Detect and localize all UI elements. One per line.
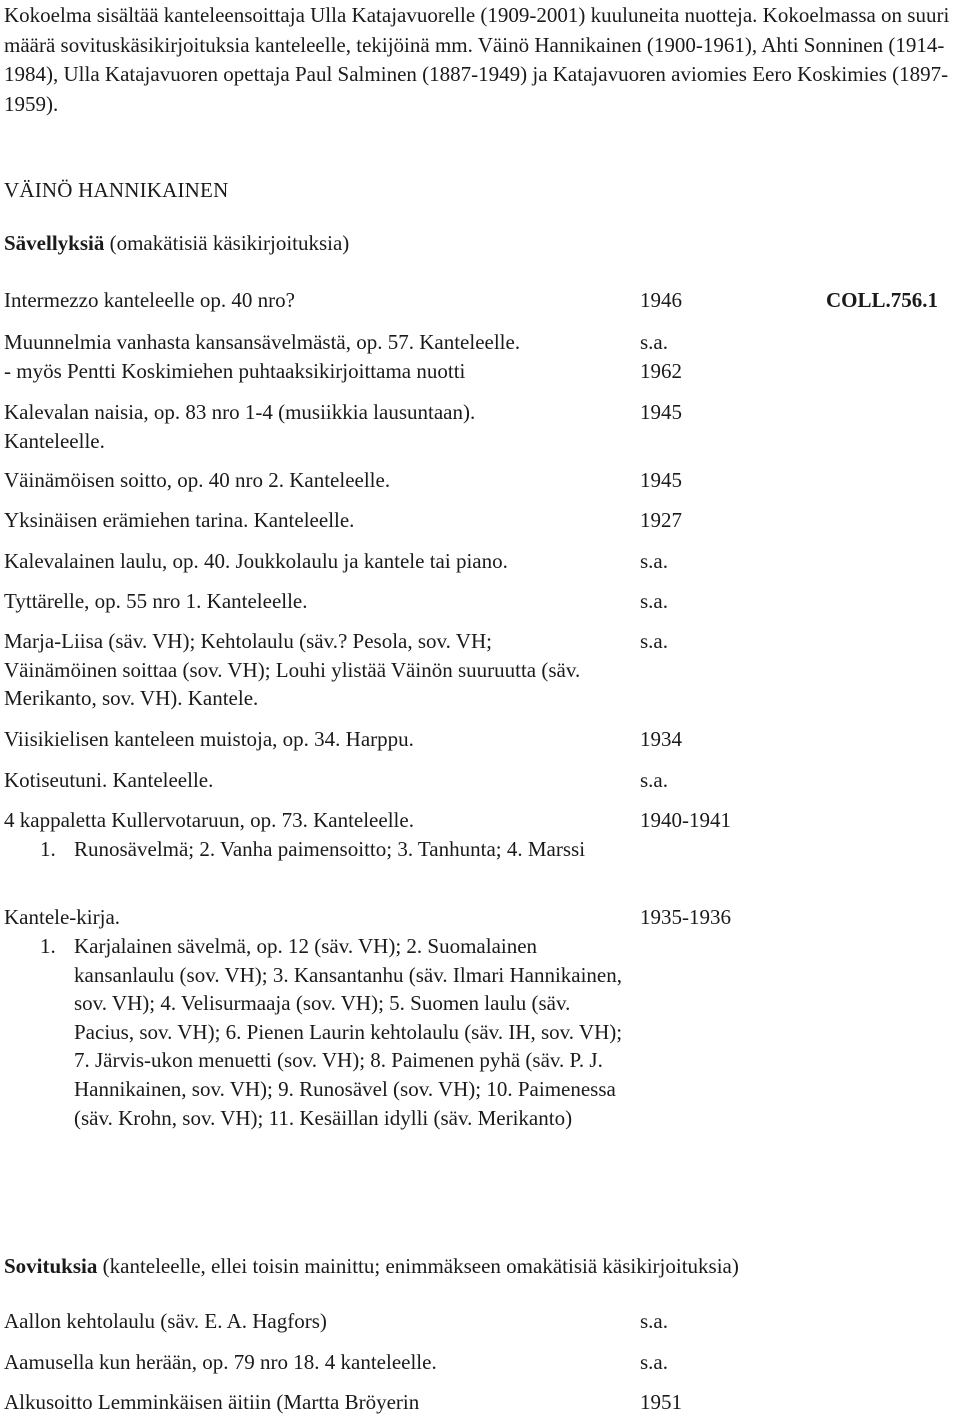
entry-year: s.a. xyxy=(640,1350,668,1374)
compositions-label: Sävellyksiä xyxy=(4,231,105,255)
entry-year: 1951 xyxy=(640,1390,682,1414)
entry-year: s.a. xyxy=(640,589,668,613)
entry-year: 1946 xyxy=(640,288,682,312)
entry-title: Viisikielisen kanteleen muistoja, op. 34. Harppu. xyxy=(4,727,414,751)
list-text: Runosävelmä; 2. Vanha paimensoitto; 3. Tanhunta; 4. Marssi xyxy=(74,837,586,861)
entry-title: 4 kappaletta Kullervotaruun, op. 73. Kanteleelle. xyxy=(4,808,414,832)
entry-year: 1945 xyxy=(640,400,682,424)
entry-year: s.a. xyxy=(640,549,668,573)
arrangements-label-note: (kanteleelle, ellei toisin mainittu; enimmäkseen omakätisiä käsikirjoituksia) xyxy=(97,1254,739,1278)
entry-year: s.a. xyxy=(640,629,668,653)
entry-title: Muunnelmia vanhasta kansansävelmästä, op. 57. Kanteleelle. xyxy=(4,330,521,354)
compositions-heading xyxy=(4,231,349,256)
entry-year: 1940-1941 xyxy=(640,808,731,832)
entry-year: 1935-1936 xyxy=(640,905,731,929)
intro-paragraph: Kokoelma sisältää kanteleensoittaja Ulla Katajavuorelle (1909-2001) kuuluneita nuotteja. Kokoelmassa on suuri määrä sovituskäsikirjoituksia kanteleelle, tekijöinä mm. Väinö Hannikainen (1900-1961), Ahti Sonninen (1914-1984), Ulla Katajavuoren opettaja Paul Salminen (1887-1949) ja Katajavuoren aviomies Eero Koskimies (1897-1959). xyxy=(4,3,950,116)
entry-year: s.a. xyxy=(640,330,668,354)
entry-year: 1945 xyxy=(640,468,682,492)
kantele-kirja-track-list xyxy=(40,932,640,1132)
entry-title: Tyttärelle, op. 55 nro 1. Kanteleelle. xyxy=(4,589,308,613)
entry-title: Kantele-kirja. xyxy=(4,905,121,929)
arrangements-label: Sovituksia xyxy=(4,1254,98,1278)
collection-code: COLL.756.1 xyxy=(826,288,939,312)
entry-title: Aamusella kun herään, op. 79 nro 18. 4 kanteleelle. xyxy=(4,1350,437,1374)
list-text: Karjalainen sävelmä, op. 12 (säv. VH); 2. Suomalainen kansanlaulu (sov. VH); 3. Kansantanhu (säv. Ilmari Hannikainen, sov. VH); 4. Velisurmaaja (sov. VH); 5. Suomen laulu (säv. Pacius, sov. VH); 6. Pienen Laurin kehtolaulu (säv. IH, sov. VH); 7. Järvis-ukon menuetti (sov. VH); 8. Paimenen pyhä (säv. P. J. Hannikainen, sov. VH); 9. Runosävel (sov. VH); 10. Paimenessa (säv. Krohn, sov. VH); 11. Kesäillan idylli (säv. Merikanto) xyxy=(74,934,623,1130)
list-number: 1. xyxy=(40,837,56,861)
compositions-label-note: (omakätisiä käsikirjoituksia) xyxy=(104,231,350,255)
entry-title: Väinämöisen soitto, op. 40 nro 2. Kanteleelle. xyxy=(4,468,391,492)
entry-year: 1962 xyxy=(640,359,682,383)
list-number: 1. xyxy=(40,934,56,958)
entry-year: s.a. xyxy=(640,1309,668,1333)
entry-title: Marja-Liisa (säv. VH); Kehtolaulu (säv.? Pesola, sov. VH; Väinämöinen soittaa (sov. VH); Louhi ylistää Väinön suuruutta (säv. Merikanto, sov. VH). Kantele. xyxy=(4,629,581,711)
arrangements-heading xyxy=(4,1254,739,1279)
entry-title: Kalevalainen laulu, op. 40. Joukkolaulu ja kantele tai piano. xyxy=(4,549,508,573)
entry-title: - myös Pentti Koskimiehen puhtaaksikirjoittama nuotti xyxy=(4,359,466,383)
entry-year: 1927 xyxy=(640,508,682,532)
composer-heading: VÄINÖ HANNIKAINEN xyxy=(4,178,229,202)
entry-year: s.a. xyxy=(640,768,668,792)
kullervo-track-list xyxy=(40,835,640,864)
entry-title: Kotiseutuni. Kanteleelle. xyxy=(4,768,214,792)
entry-title: Aallon kehtolaulu (säv. E. A. Hagfors) xyxy=(4,1309,327,1333)
entry-title: Intermezzo kanteleelle op. 40 nro? xyxy=(4,288,295,312)
entry-title: Alkusoitto Lemminkäisen äitiin (Martta Bröyerin xyxy=(4,1390,420,1414)
entry-year: 1934 xyxy=(640,727,682,751)
entry-title: Kalevalan naisia, op. 83 nro 1-4 (musiikkia lausuntaan). Kanteleelle. xyxy=(4,400,476,453)
entry-title: Yksinäisen erämiehen tarina. Kanteleelle. xyxy=(4,508,355,532)
